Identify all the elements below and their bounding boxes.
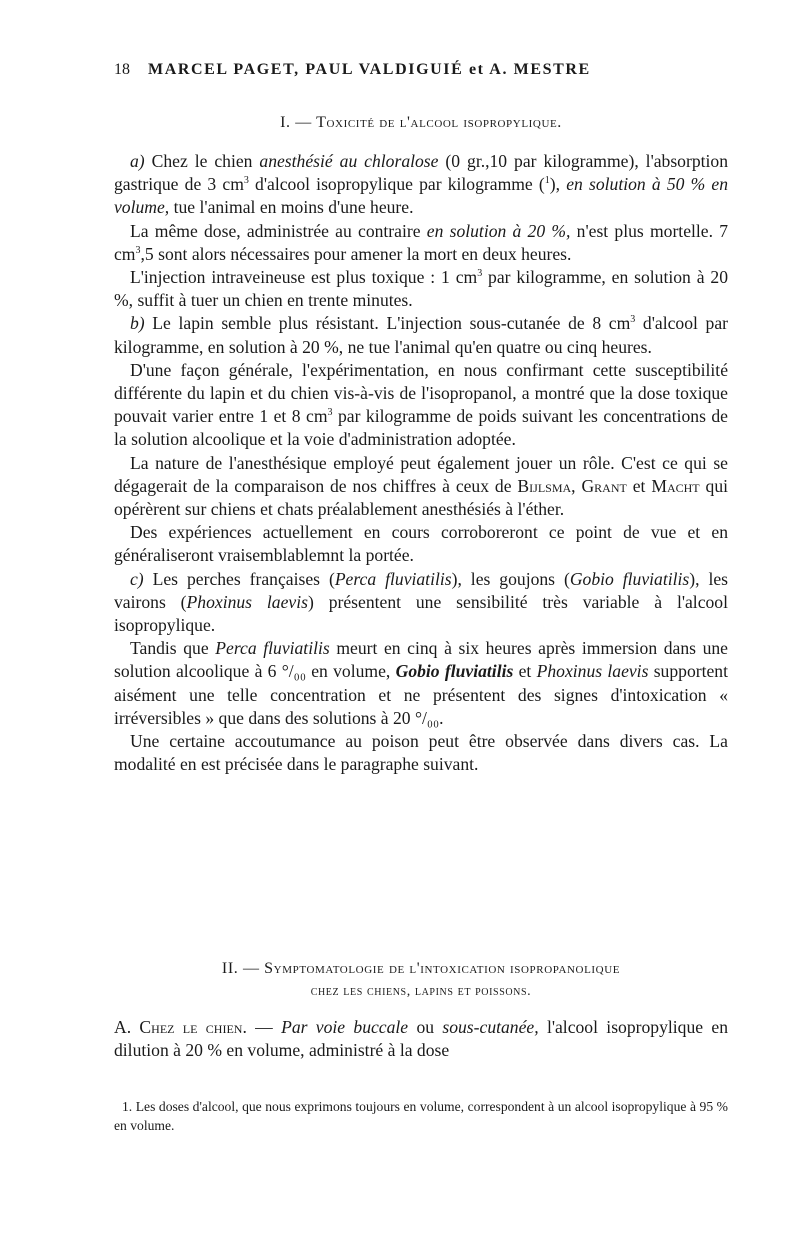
subsection-label: A. Chez le chien. — <box>114 1017 282 1037</box>
text: Le lapin semble plus résistant. L'injection sous-cutanée de 8 cm <box>144 313 631 334</box>
section-title-2: II. — Symptomatologie de l'intoxication isopropanolique <box>221 960 621 977</box>
species: Gobio fluviatilis <box>569 568 690 589</box>
text: n'est plus mortelle. 7 cm <box>114 220 729 264</box>
author-name: Macht <box>651 475 700 496</box>
footnote-text: 1. Les doses d'alcool, que nous exprimons toujours en volume, correspondent à un alcool isopropylique à 95 % en volume. <box>114 1099 728 1133</box>
text: La nature de l'anesthésique employé peut également jouer un rôle. C'est ce qui se dégagerait de la comparaison de nos chiffres à ceux de <box>114 452 728 496</box>
footnote-ref: 1 <box>544 175 550 187</box>
emphasis: sous-cutanée, <box>442 1017 539 1037</box>
text: ), les vairons ( <box>114 568 728 612</box>
text: qui opérèrent sur chiens et chats préalablement anesthésiés à l'éther. <box>114 475 729 520</box>
body-text <box>114 150 728 776</box>
text: par kilogramme, en solution à 20 %, suffit à tuer un chien en trente minutes. <box>114 267 728 311</box>
author-name: Bijlsma <box>517 475 572 496</box>
text: Tandis que <box>130 638 216 659</box>
section-title-1: I. — Toxicité de l'alcool isopropylique. <box>280 114 562 131</box>
enum-a: a) <box>130 151 145 171</box>
paragraph-4 <box>114 312 728 358</box>
enum-c: c) <box>130 568 144 589</box>
text: (0 gr.,10 par kilogramme), l'absorption gastrique de 3 cm <box>114 151 729 195</box>
superscript: 3 <box>477 268 483 280</box>
paragraph-3 <box>114 266 728 312</box>
text: L'injection intraveineuse est plus toxique : 1 cm <box>130 267 478 288</box>
author-name: Grant <box>581 475 627 496</box>
text: ), <box>549 174 567 195</box>
text: meurt en cinq à six heures après immersion dans une solution alcoolique à 6 °/₀₀ en volume, <box>114 638 728 682</box>
species: Gobio fluviatilis <box>395 661 514 682</box>
body-text-2 <box>114 1016 728 1062</box>
text: , <box>571 475 582 496</box>
species: Perca fluviatilis <box>334 568 452 589</box>
page-number: 18 <box>114 61 130 78</box>
superscript: 3 <box>630 314 636 326</box>
superscript: 3 <box>135 244 141 256</box>
running-header <box>114 60 686 80</box>
emphasis: en solution à 50 % en volume, <box>114 174 729 218</box>
paragraph-7 <box>114 521 728 567</box>
text: par kilogramme de poids suivant les concentrations de la solution alcoolique et la voie d'administration adoptée. <box>114 406 728 450</box>
text: d'alcool par kilogramme, en solution à 20 %, ne tue l'animal qu'en quatre ou cinq heures. <box>114 313 728 357</box>
emphasis: anesthésié au chloralose <box>259 151 439 171</box>
paragraph-10 <box>114 730 728 776</box>
text: et <box>513 661 537 682</box>
emphasis: Par voie buccale <box>281 1017 409 1037</box>
text: d'alcool isopropylique par kilogramme ( <box>248 174 545 195</box>
authors: MARCEL PAGET, PAUL VALDIGUIÉ et A. MESTRE <box>148 61 591 78</box>
text: ) présentent une sensibilité très variable à l'alcool isopropylique. <box>114 591 728 636</box>
text: l'alcool isopropylique en dilution à 20 % en volume, administré à la dose <box>114 1017 728 1061</box>
species: Perca fluviatilis <box>215 638 330 659</box>
text: ,5 sont alors nécessaires pour amener la mort en deux heures. <box>140 243 572 264</box>
paragraph-1 <box>114 150 728 220</box>
paragraph-11 <box>114 1016 728 1062</box>
text: Des expériences actuellement en cours corroboreront ce point de vue et en généraliseront vraisemblablemnt la portée. <box>114 522 728 566</box>
text: ), les goujons ( <box>451 568 570 589</box>
superscript: 3 <box>327 407 333 419</box>
enum-b: b) <box>130 313 145 334</box>
text: tue l'animal en moins d'une heure. <box>169 197 414 218</box>
text: et <box>626 475 652 496</box>
text: Une certaine accoutumance au poison peut être observée dans divers cas. La modalité en est précisée dans le paragraphe suivant. <box>114 731 728 775</box>
text: La même dose, administrée au contraire <box>130 220 427 241</box>
species: Phoxinus laevis <box>186 591 308 612</box>
paragraph-8 <box>114 568 728 638</box>
species: Phoxinus laevis <box>536 661 649 682</box>
text: Les perches françaises ( <box>143 568 335 589</box>
paragraph-9 <box>114 637 728 730</box>
paragraph-2 <box>114 220 728 266</box>
text: ou <box>408 1017 443 1037</box>
text: Chez le chien <box>144 151 260 171</box>
paragraph-5 <box>114 359 728 452</box>
paragraph-6 <box>114 452 728 522</box>
section-subtitle-2: chez les chiens, lapins et poissons. <box>310 984 532 999</box>
emphasis: en solution à 20 %, <box>426 220 571 241</box>
text: D'une façon générale, l'expérimentation, en nous confirmant cette susceptibilité différente du lapin et du chien vis-à-vis de l'isopropanol, a montré que la dose toxique pouvait varier entre 1 et 8 cm <box>114 359 728 427</box>
footnote <box>114 1097 728 1135</box>
superscript: 3 <box>243 175 249 187</box>
text: supportent aisément une telle concentration et ne présentent des signes d'intoxication « irréversibles » que dans des solutions à 20 °/₀₀. <box>114 661 728 728</box>
